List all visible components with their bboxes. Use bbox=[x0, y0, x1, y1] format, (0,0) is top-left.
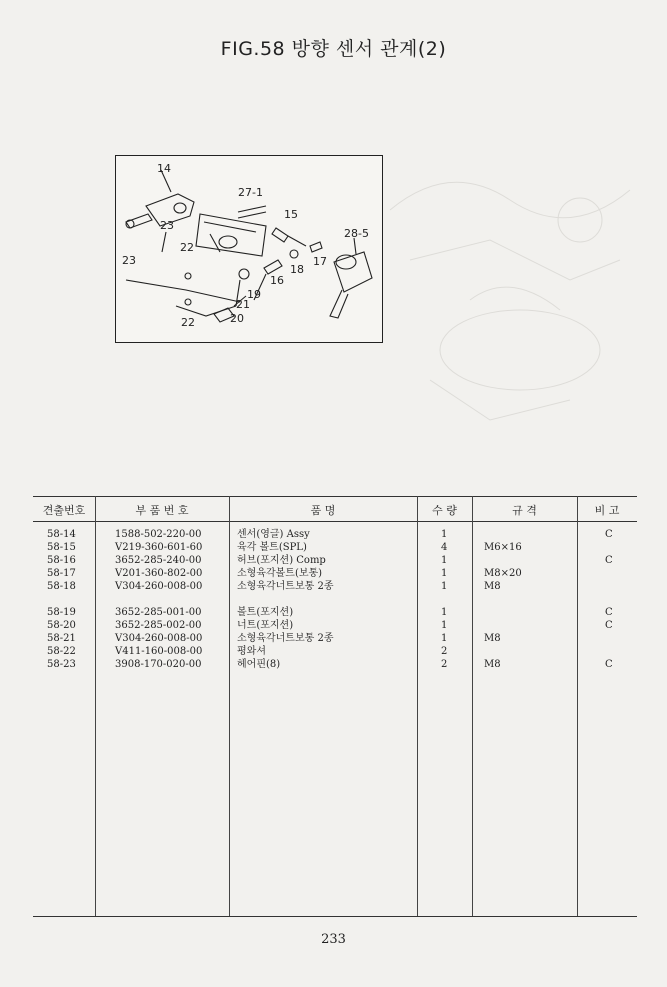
ref-no: 58-17 bbox=[47, 568, 76, 579]
callout-28-5: 28-5 bbox=[344, 227, 369, 240]
ref-no: 58-14 bbox=[47, 529, 76, 540]
callout-19: 19 bbox=[247, 288, 261, 301]
ref-no: 58-15 bbox=[47, 542, 76, 553]
quantity: 1 bbox=[441, 529, 448, 540]
header-qty: 수 량 bbox=[432, 504, 457, 517]
ref-no: 58-19 bbox=[47, 607, 76, 618]
part-name: 너트(포지션) bbox=[237, 620, 294, 631]
ref-no: 58-18 bbox=[47, 581, 76, 592]
part-no: 3652-285-002-00 bbox=[115, 620, 202, 631]
callout-14: 14 bbox=[157, 162, 171, 175]
spec: M8×20 bbox=[484, 568, 522, 579]
part-no: 3652-285-001-00 bbox=[115, 607, 202, 618]
quantity: 1 bbox=[441, 633, 448, 644]
callout-22-upper: 22 bbox=[180, 241, 194, 254]
part-no: V304-260-008-00 bbox=[115, 581, 203, 592]
callout-27-1: 27-1 bbox=[238, 186, 263, 199]
callout-17: 17 bbox=[313, 255, 327, 268]
spec: M8 bbox=[484, 659, 501, 670]
callout-22-lower: 22 bbox=[181, 316, 195, 329]
table-row bbox=[33, 567, 637, 580]
table-row bbox=[33, 619, 637, 632]
quantity: 2 bbox=[441, 646, 448, 657]
table-row bbox=[33, 554, 637, 567]
table-header-rule bbox=[33, 521, 637, 522]
table-row bbox=[33, 606, 637, 619]
part-name: 센서(영글) Assy bbox=[237, 529, 310, 540]
parts-table bbox=[33, 496, 637, 920]
quantity: 1 bbox=[441, 555, 448, 566]
note: C bbox=[605, 659, 613, 670]
callout-23-upper: 23 bbox=[160, 219, 174, 232]
table-row bbox=[33, 632, 637, 645]
quantity: 1 bbox=[441, 568, 448, 579]
part-name: 소형육각너트보통 2종 bbox=[237, 633, 334, 644]
quantity: 1 bbox=[441, 581, 448, 592]
part-name: 볼트(포지션) bbox=[237, 607, 294, 618]
callout-21: 21 bbox=[236, 298, 250, 311]
table-row bbox=[33, 528, 637, 541]
table-top-rule bbox=[33, 496, 637, 497]
header-ref-no: 견출번호 bbox=[42, 504, 86, 517]
ref-no: 58-21 bbox=[47, 633, 76, 644]
spec: M6×16 bbox=[484, 542, 522, 553]
table-row bbox=[33, 541, 637, 554]
callout-20: 20 bbox=[230, 312, 244, 325]
ref-no: 58-23 bbox=[47, 659, 76, 670]
note: C bbox=[605, 607, 613, 618]
table-row bbox=[33, 645, 637, 658]
header-spec: 규 격 bbox=[512, 504, 537, 517]
quantity: 1 bbox=[441, 607, 448, 618]
exploded-parts-figure bbox=[115, 155, 383, 343]
part-name: 소형육각너트보통 2종 bbox=[237, 581, 334, 592]
part-name: 헤어핀(8) bbox=[237, 659, 281, 670]
part-no: V201-360-802-00 bbox=[115, 568, 203, 579]
bleed-through-diagram bbox=[370, 150, 650, 450]
part-name: 평와셔 bbox=[237, 646, 266, 657]
quantity: 2 bbox=[441, 659, 448, 670]
table-row bbox=[33, 580, 637, 593]
table-row bbox=[33, 658, 637, 671]
page-title: FIG.58 방향 센서 관계(2) bbox=[220, 38, 447, 60]
spec: M8 bbox=[484, 581, 501, 592]
part-no: V219-360-601-60 bbox=[115, 542, 203, 553]
part-no: 1588-502-220-00 bbox=[115, 529, 202, 540]
part-no: V411-160-008-00 bbox=[115, 646, 203, 657]
part-name: 육각 볼트(SPL) bbox=[237, 542, 307, 553]
header-note: 비 고 bbox=[594, 504, 620, 517]
spec: M8 bbox=[484, 633, 501, 644]
note: C bbox=[605, 529, 613, 540]
ref-no: 58-22 bbox=[47, 646, 76, 657]
part-no: V304-260-008-00 bbox=[115, 633, 203, 644]
quantity: 1 bbox=[441, 620, 448, 631]
table-bottom-rule bbox=[33, 916, 637, 917]
callout-15: 15 bbox=[284, 208, 298, 221]
part-no: 3908-170-020-00 bbox=[115, 659, 202, 670]
note: C bbox=[605, 555, 613, 566]
part-name: 소형육각볼트(보통) bbox=[237, 568, 323, 579]
header-part-no: 부 품 번 호 bbox=[135, 504, 189, 517]
note: C bbox=[605, 620, 613, 631]
part-no: 3652-285-240-00 bbox=[115, 555, 202, 566]
callout-23-lower: 23 bbox=[122, 254, 136, 267]
ref-no: 58-16 bbox=[47, 555, 76, 566]
ref-no: 58-20 bbox=[47, 620, 76, 631]
quantity: 4 bbox=[441, 542, 448, 553]
part-name: 허브(포지션) Comp bbox=[237, 555, 326, 566]
page-number: 233 bbox=[321, 932, 346, 947]
callout-16: 16 bbox=[270, 274, 284, 287]
header-name: 품 명 bbox=[310, 504, 336, 517]
callout-18: 18 bbox=[290, 263, 304, 276]
